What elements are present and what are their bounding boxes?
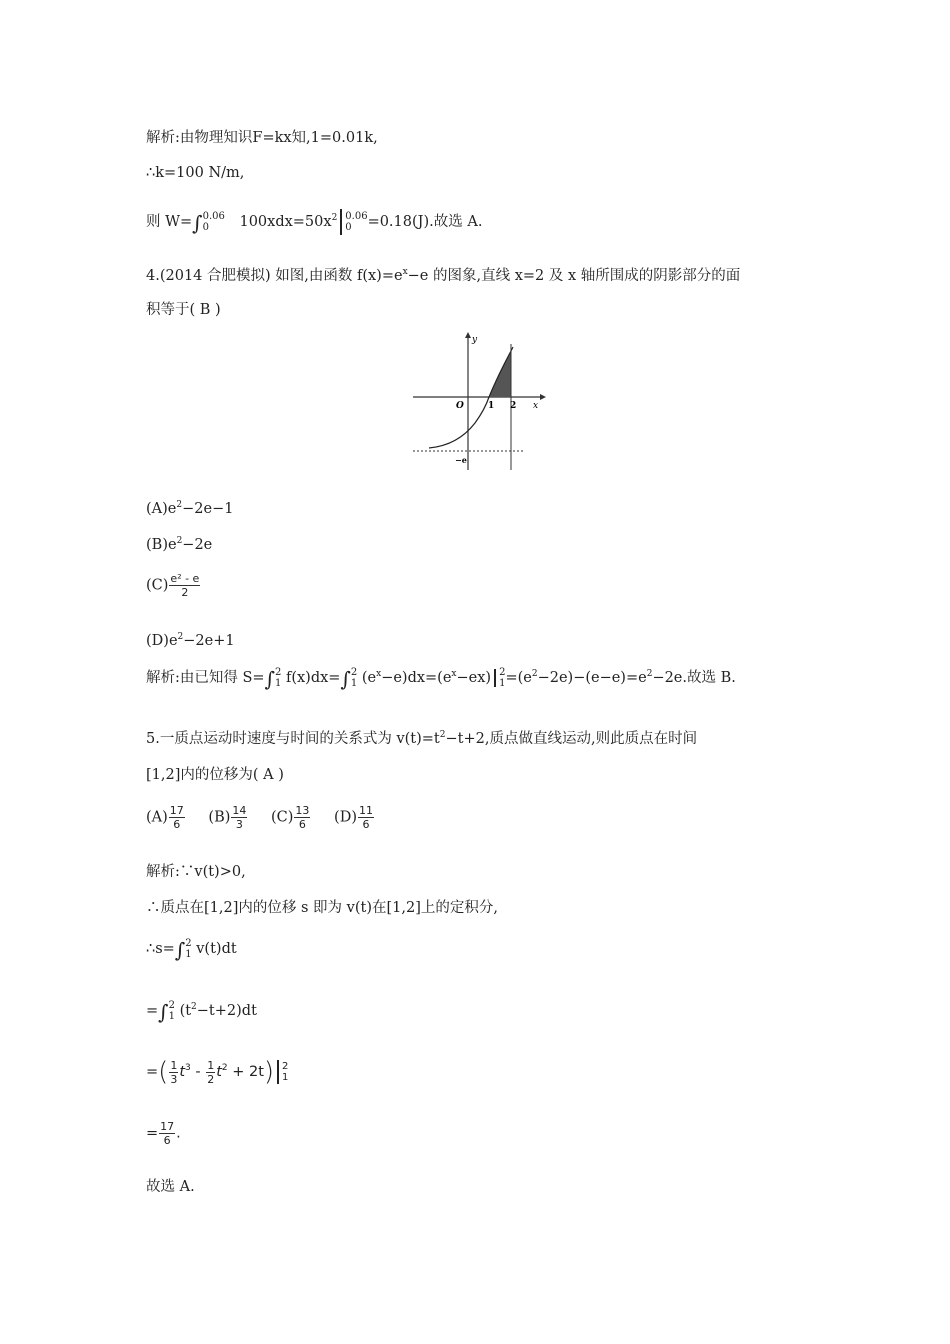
q4-option-b: [146, 531, 212, 555]
q3-result: =0.18(J).故选 A.: [367, 214, 483, 230]
q3-eval-lower: 0: [345, 222, 352, 233]
q5-l5-prefix: =: [146, 1064, 159, 1080]
q5-solution-line5: =( $\frac{1}{3}$ $t^3$ - $\frac{1}{2}$ $t^2 + 2t$) 2 1: [146, 1057, 289, 1087]
q4-option-a: [146, 495, 233, 519]
tick-1-label: 1: [488, 401, 495, 411]
q5-l6-num: 17: [160, 1120, 175, 1133]
q4-int2-upper: 2: [350, 667, 358, 678]
q4-sol-part4: −ex): [456, 670, 492, 686]
q4-sol-exp1: x: [376, 669, 382, 679]
q4-option-a-exp: 2: [176, 500, 183, 510]
q5-solution-line6: [146, 1120, 181, 1147]
q4-eval-lower: 1: [499, 678, 506, 689]
q3-exp: 2: [331, 213, 338, 223]
q4-stem-exp: x: [402, 267, 408, 277]
q4-eval-upper: 2: [499, 667, 506, 678]
q5-option-c-den: 6: [298, 818, 306, 831]
q5-l5-f2-den: 2: [207, 1072, 215, 1086]
q5-s-label: ∴s=: [146, 941, 175, 957]
q5-option-d-num: 11: [358, 804, 373, 817]
q5-option-a-num: 17: [169, 804, 184, 817]
x-axis-arrow: [540, 394, 546, 400]
tick-2-label: 2: [510, 401, 517, 411]
y-axis-arrow: [465, 332, 471, 338]
q4-sol-exp3: 2: [531, 669, 538, 679]
q4-option-b-prefix: (B)e: [146, 537, 177, 553]
q5-l5-t2: t: [216, 1064, 222, 1080]
q5-l4-b: −t+2)dt: [196, 1003, 257, 1019]
q4-sol-exp2: x: [451, 669, 457, 679]
q5-option-a-label: (A): [146, 809, 168, 826]
q5-solution-line2: ∴质点在[1,2]内的位移 s 即为 v(t)在[1,2]上的定积分,: [146, 900, 498, 916]
q4-sol-part7: −2e.故选 B.: [652, 670, 736, 686]
q5-l5-f2-num: 1: [207, 1058, 215, 1072]
q5-l6-suffix: .: [176, 1125, 181, 1142]
q3-solution-line3: 则 W=∫0.06 0 $100xdx=50x^2$ 0.06 0 =0.18(J).故选 A.: [146, 211, 483, 235]
q5-solution-line4: =∫2 1 $(t^2-t+2)dt$: [146, 1000, 257, 1024]
q5-stem-a: 5.一质点运动时速度与时间的关系式为 v(t)=t: [146, 731, 440, 747]
q4-option-b-exp: 2: [176, 536, 183, 546]
q4-sol-prefix: 解析:由已知得 S=: [146, 670, 265, 686]
q5-option-a-den: 6: [173, 818, 181, 831]
q3-solution-line2: ∴k=100 N/m,: [146, 165, 245, 181]
q5-solution-line3: ∴s=∫2 1 v(t)dt: [146, 938, 237, 962]
q5-l3-rest: v(t)dt: [196, 941, 237, 957]
q5-option-b-num: 14: [232, 804, 247, 817]
q4-eval-bar: [494, 669, 496, 687]
q3-work-label: 则 W=: [146, 214, 193, 230]
q5-option-d: [334, 804, 375, 831]
q5-l5-f1-num: 1: [170, 1058, 178, 1072]
q4-option-d-exp: 2: [177, 632, 184, 642]
q5-l4-a: (t: [179, 1003, 192, 1019]
q4-sol-part5: =(e: [505, 670, 532, 686]
q5-l4-upper: 2: [168, 1000, 175, 1011]
q4-int1-lower: 1: [275, 678, 282, 689]
q4-int2-lower: 1: [350, 678, 358, 689]
q5-solution-line7: 故选 A.: [146, 1179, 195, 1195]
q4-option-a-prefix: (A)e: [146, 501, 177, 517]
q3-integrand: 100xdx=50x: [239, 214, 332, 230]
q5-stem-line2: [1,2]内的位移为( A ): [146, 767, 284, 783]
q5-option-b: [208, 804, 248, 831]
q5-l6-prefix: =: [146, 1125, 159, 1142]
q4-option-c-num: e² - e: [170, 572, 200, 585]
q5-stem-b: −t+2,质点做直线运动,则此质点在时间: [445, 731, 698, 747]
q5-l5-plus: + 2t: [227, 1064, 264, 1080]
q5-l5-e2: 2: [221, 1063, 228, 1073]
q5-l5-t1: t: [179, 1064, 185, 1080]
q4-solution: 解析:由已知得 S=∫2 1 f(x)dx=∫2 1 $(e^x-e)dx=(e^x-ex)$ 2 $1=(e^2-2e)-(e-e)=e^2-2e$.故选 B.: [146, 667, 736, 691]
neg-e-label: −e: [455, 455, 467, 465]
q4-option-a-rest: −2e−1: [182, 501, 234, 517]
q4-option-b-rest: −2e: [182, 537, 213, 553]
q4-option-c-prefix: (C): [146, 577, 169, 594]
q5-l4-exp: 2: [191, 1002, 197, 1012]
q4-option-c: [146, 572, 201, 599]
q3-int-upper: 0.06: [202, 211, 225, 222]
q4-option-c-den: 2: [181, 586, 189, 599]
q5-l3-lower: 1: [185, 949, 192, 960]
x-label: x: [533, 401, 539, 411]
q5-l5-f1-den: 3: [170, 1072, 178, 1086]
q5-option-c: [271, 804, 311, 831]
q5-solution-line1: 解析:∵v(t)>0,: [146, 864, 246, 880]
q4-sol-exp4: 2: [646, 669, 653, 679]
q5-l5-minus: -: [190, 1064, 206, 1080]
q5-l4-lower: 1: [168, 1011, 175, 1022]
q4-figure: [405, 330, 550, 478]
q4-sol-part1: f(x)dx=: [285, 670, 341, 686]
y-label: y: [472, 335, 478, 345]
q5-option-b-label: (B): [208, 809, 231, 826]
q3-int-lower: 0: [202, 222, 209, 233]
q3-eval-bar: [340, 209, 342, 235]
q5-options: [146, 804, 393, 831]
q5-stem-line1: [146, 725, 697, 749]
q5-option-a: [146, 804, 186, 831]
q5-l3-upper: 2: [185, 938, 192, 949]
q4-option-d: [146, 627, 235, 651]
q5-option-c-label: (C): [271, 809, 294, 826]
q5-option-c-num: 13: [295, 804, 310, 817]
q5-option-b-den: 3: [235, 818, 243, 831]
q5-l5-upper: 2: [282, 1061, 289, 1072]
q4-sol-part3: −e)dx=(e: [381, 670, 452, 686]
q4-option-d-prefix: (D)e: [146, 633, 178, 649]
q5-l4-prefix: =: [146, 1003, 159, 1019]
q3-solution-line1: 解析:由物理知识F=kx知,1=0.01k,: [146, 130, 378, 146]
q5-stem-exp: 2: [439, 730, 446, 740]
q5-option-d-label: (D): [334, 809, 357, 826]
q5-l5-e1: 3: [185, 1063, 191, 1073]
q5-l6-den: 6: [163, 1134, 171, 1147]
q4-sol-part6: −2e)−(e−e)=e: [537, 670, 647, 686]
q4-option-d-rest: −2e+1: [183, 633, 235, 649]
q5-l5-bar: [277, 1060, 279, 1084]
origin-label: O: [456, 401, 464, 411]
q4-sol-part2: (e: [361, 670, 377, 686]
q4-stem-line2: 积等于( B ): [146, 302, 221, 318]
q5-l5-lower: 1: [282, 1072, 289, 1083]
q3-eval-upper: 0.06: [345, 211, 368, 222]
q4-int1-upper: 2: [275, 667, 282, 678]
q4-stem-b: −e 的图象,直线 x=2 及 x 轴所围成的阴影部分的面: [407, 268, 741, 284]
q5-option-d-den: 6: [362, 818, 370, 831]
q4-stem-a: 4.(2014 合肥模拟) 如图,由函数 f(x)=e: [146, 268, 403, 284]
q4-stem-line1: [146, 262, 740, 286]
